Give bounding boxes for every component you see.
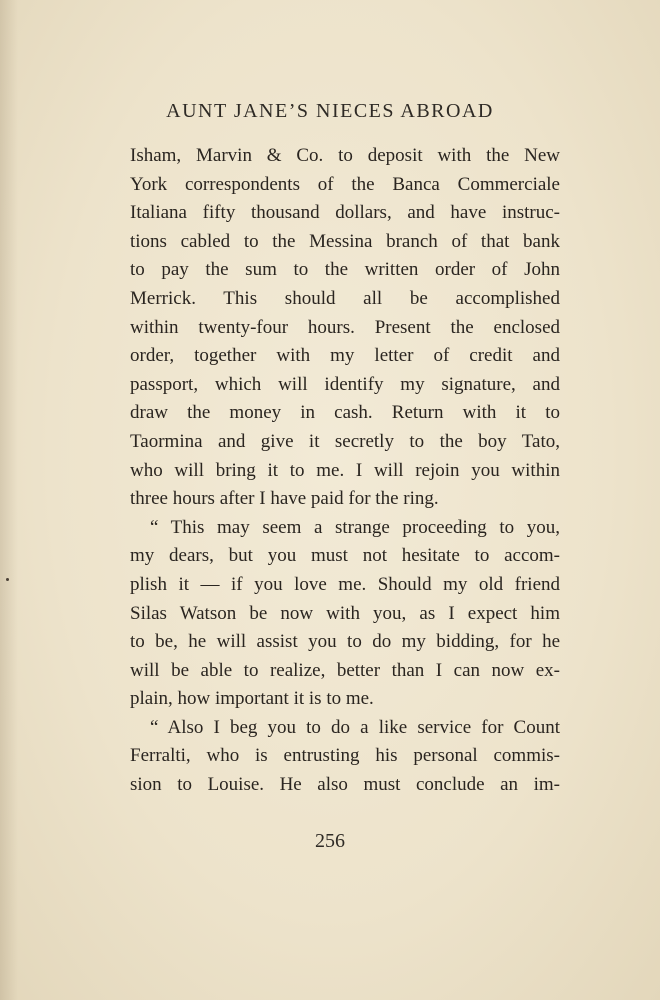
text-line: to be, he will assist you to do my bidding, for he: [130, 631, 560, 653]
text-line: York correspondents of the Banca Commerciale: [130, 173, 560, 195]
text-line: plish it — if you love me. Should my old friend: [130, 573, 560, 595]
text-line: who will bring it to me. I will rejoin you within: [130, 459, 560, 481]
body-text: [130, 142, 560, 800]
running-head: AUNT JANE’S NIECES ABROAD: [166, 100, 494, 122]
text-line: “ This may seem a strange proceeding to you,: [150, 516, 560, 538]
text-line: within twenty-four hours. Present the enclosed: [130, 316, 560, 338]
text-line: Taormina and give it secretly to the boy Tato,: [130, 430, 560, 452]
text-line: Italiana fifty thousand dollars, and have instruc-: [130, 202, 560, 224]
text-line: draw the money in cash. Return with it to: [130, 402, 560, 424]
text-line: will be able to realize, better than I can now ex-: [130, 659, 560, 681]
text-line: Ferralti, who is entrusting his personal commis-: [130, 745, 560, 767]
text-line: sion to Louise. He also must conclude an im-: [130, 774, 560, 796]
text-line: Silas Watson be now with you, as I expect him: [130, 602, 560, 624]
text-line: my dears, but you must not hesitate to accom-: [130, 545, 560, 567]
text-line: Merrick. This should all be accomplished: [130, 287, 560, 309]
text-line: Isham, Marvin & Co. to deposit with the New: [130, 145, 560, 166]
text-line: “ Also I beg you to do a like service for Count: [150, 716, 560, 738]
text-line: to pay the sum to the written order of John: [130, 259, 560, 281]
text-line: tions cabled to the Messina branch of that bank: [130, 230, 560, 252]
text-line: passport, which will identify my signature, and: [130, 373, 560, 395]
paper-speck: [6, 578, 9, 581]
text-line: order, together with my letter of credit and: [130, 345, 560, 367]
text-line: plain, how important it is to me.: [130, 688, 374, 710]
text-line: three hours after I have paid for the ring.: [130, 488, 439, 510]
page-number: 256: [315, 830, 345, 852]
